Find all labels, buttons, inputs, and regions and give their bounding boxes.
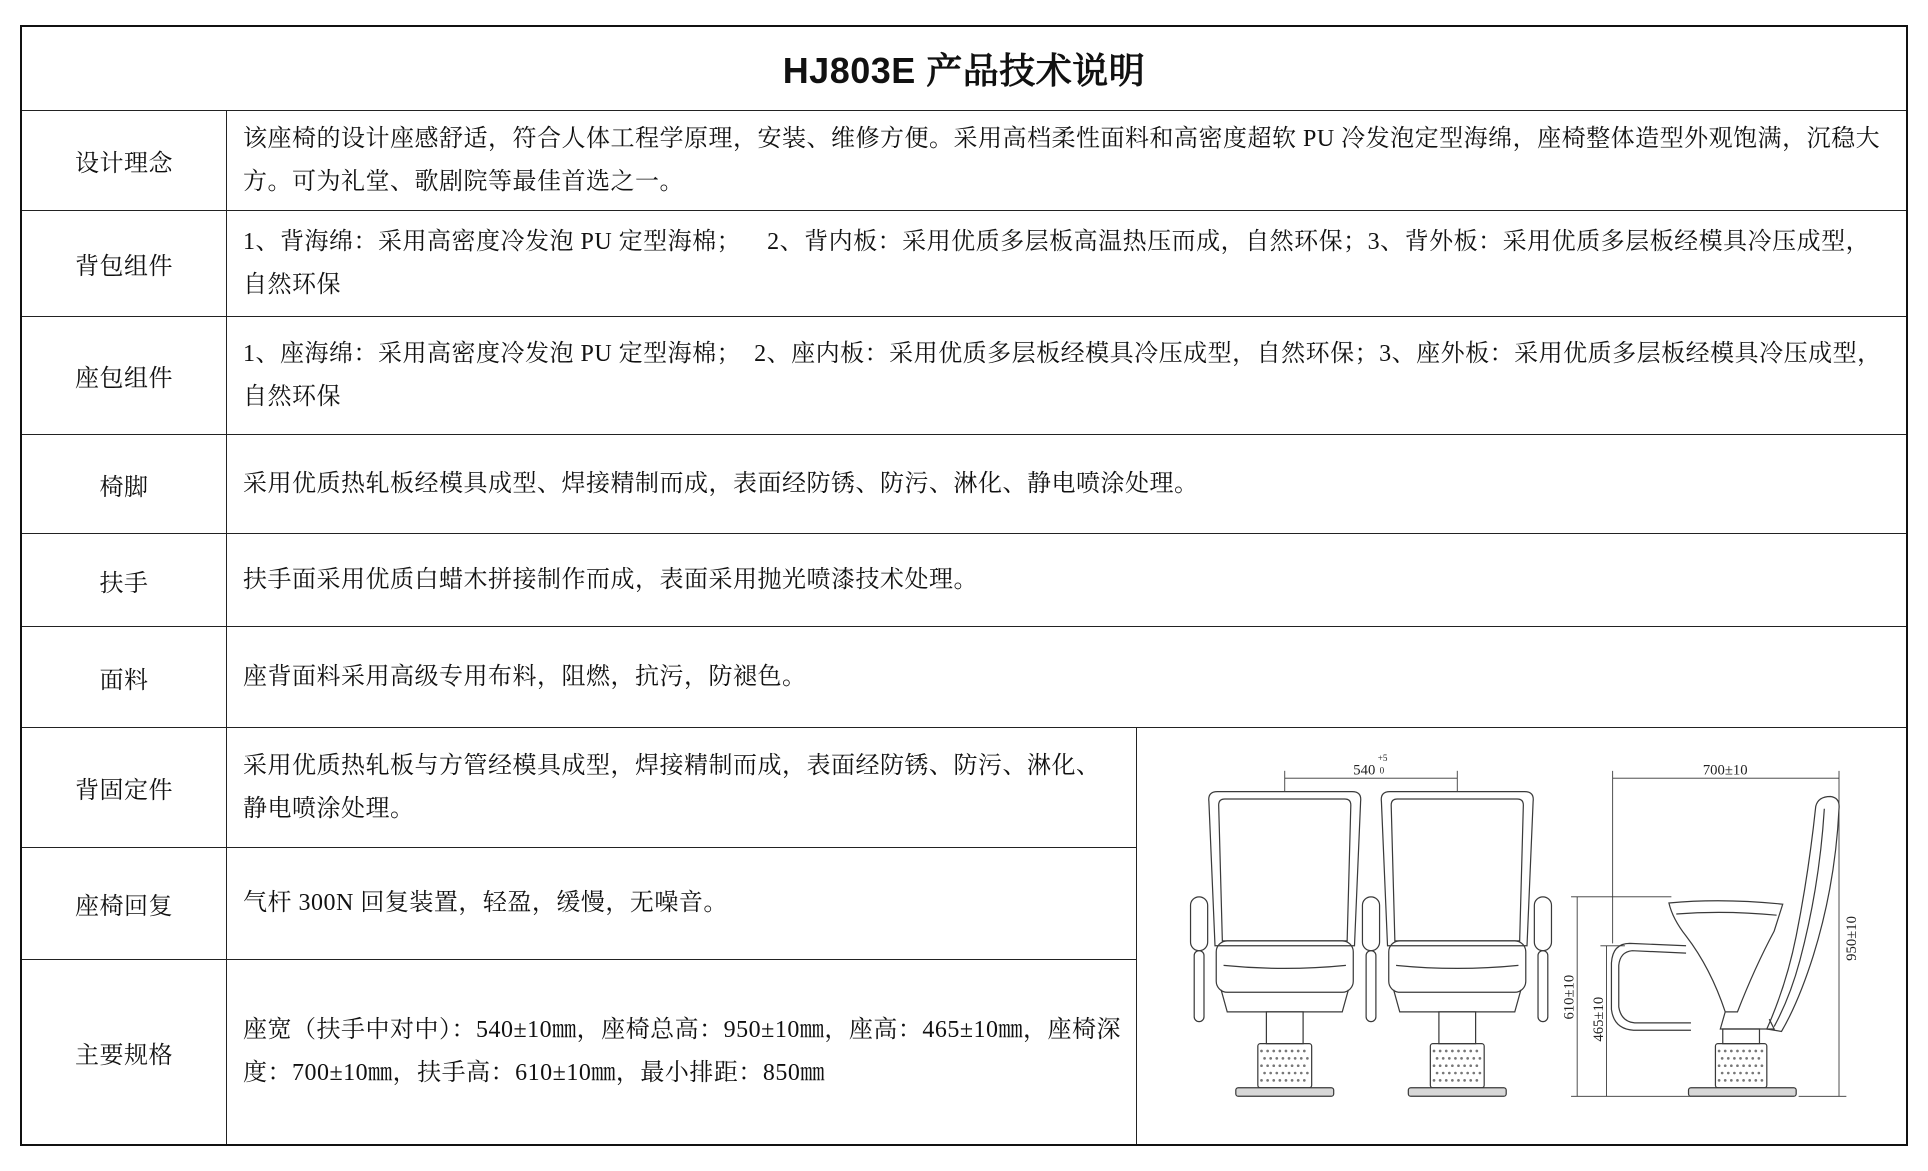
row-label-back-fixture <box>22 728 227 848</box>
width-tolerance-lower: 0 <box>1379 765 1385 776</box>
label-text: 背固定件 <box>75 778 173 804</box>
page-title-text: HJ803E 产品技术说明 <box>782 50 1146 91</box>
foot-plate <box>1408 1088 1506 1097</box>
width-dimension <box>1285 753 1458 792</box>
side-pedestal-stem <box>1723 1029 1760 1044</box>
back-frame <box>1381 792 1533 946</box>
row-text-seat-assembly <box>227 317 1906 435</box>
body-text: 采用优质热轧板与方管经模具成型，焊接精制而成，表面经防锈、防污、淋化、静电喷涂处理。 <box>243 752 1101 822</box>
side-seat-line <box>1676 912 1776 915</box>
row-text-seat-return <box>227 848 1137 960</box>
seat-height-dimension <box>1571 946 1691 1096</box>
front-chair-right <box>1381 792 1533 1097</box>
label-text: 背包组件 <box>75 254 173 280</box>
side-armrest-inner <box>1619 951 1691 1023</box>
side-view-chair <box>1611 797 1839 1097</box>
depth-dimension <box>1613 762 1839 943</box>
depth-dimension-value: 700±10 <box>1702 762 1748 779</box>
label-text: 面料 <box>99 667 149 694</box>
pedestal-stem <box>1266 1012 1303 1044</box>
body-text: 气杆 300N 回复装置，轻盈，缓慢，无噪音。 <box>243 890 728 916</box>
chair-drawing-cell <box>1137 728 1906 1144</box>
label-text: 座包组件 <box>75 366 173 392</box>
body-text: 采用优质热轧板经模具成型、焊接精制而成，表面经防锈、防污、淋化、静电喷涂处理。 <box>243 470 1199 497</box>
pedestal-stem <box>1439 1012 1476 1044</box>
row-label-main-specs <box>22 960 227 1144</box>
row-text-design-concept <box>227 111 1906 211</box>
row-text-back-fixture <box>227 728 1137 848</box>
row-label-back-assembly <box>22 211 227 317</box>
body-text: 座背面料采用高级专用布料，阻燃，抗污，防褪色。 <box>243 663 807 690</box>
width-tolerance-upper: +5 <box>1377 753 1388 764</box>
body-text: 扶手面采用优质白蜡木拼接制作而成，表面采用抛光喷漆技术处理。 <box>243 566 978 593</box>
side-seat <box>1669 901 1783 1012</box>
label-text: 椅脚 <box>99 474 149 501</box>
label-text: 扶手 <box>99 570 149 597</box>
back-frame <box>1209 792 1361 946</box>
back-panel <box>1219 799 1351 941</box>
armrest-height-dimension-value: 610±10 <box>1561 974 1578 1020</box>
armrest-front-left <box>1191 897 1208 1022</box>
row-text-armrest <box>227 534 1906 627</box>
row-label-seat-assembly <box>22 317 227 435</box>
row-text-main-specs <box>227 960 1137 1144</box>
armrest-support <box>1366 951 1376 1022</box>
seat-height-dimension-value: 465±10 <box>1590 996 1607 1042</box>
seat-shell <box>1221 990 1348 1012</box>
body-text: 1、背海绵：采用高密度冷发泡 PU 定型海棉； 2、背内板：采用优质多层板高温热压而成，自然环保；3、背外板：采用优质多层板经模具冷压成型，自然环保 <box>243 228 1871 298</box>
seat-cushion-seam <box>1396 965 1518 968</box>
side-bracket <box>1720 1012 1774 1029</box>
row-text-back-assembly <box>227 211 1906 317</box>
armrest-support <box>1538 951 1548 1022</box>
side-pedestal-base <box>1715 1044 1766 1088</box>
label-text: 设计理念 <box>75 151 173 177</box>
label-text: 主要规格 <box>75 1042 173 1069</box>
armrest-front-right <box>1534 897 1551 1022</box>
row-label-chair-legs <box>22 435 227 534</box>
armrest-front-middle <box>1362 897 1379 1022</box>
armrest-pad <box>1534 897 1551 951</box>
body-text: 1、座海绵：采用高密度冷发泡 PU 定型海棉； 2、座内板：采用优质多层板经模具冷压成型，自然环保；3、座外板：采用优质多层板经模具冷压成型，自然环保 <box>243 340 1882 410</box>
row-text-fabric <box>227 627 1906 728</box>
row-label-seat-return <box>22 848 227 960</box>
armrest-pad <box>1191 897 1208 951</box>
foot-plate <box>1236 1088 1334 1097</box>
side-back <box>1767 797 1839 1032</box>
body-text: 座宽（扶手中对中）：540±10㎜，座椅总高：950±10㎜，座高：465±10㎜，座椅深度：700±10㎜，扶手高：610±10㎜，最小排距：850㎜ <box>243 1017 1122 1086</box>
label-text: 座椅回复 <box>75 894 173 920</box>
armrest-height-dimension <box>1562 897 1672 1096</box>
spec-sheet-table <box>20 25 1908 1146</box>
chair-drawing <box>1137 728 1906 1144</box>
row-label-design-concept <box>22 111 227 211</box>
body-text: 该座椅的设计座感舒适，符合人体工程学原理，安装、维修方便。采用高档柔性面料和高密度超软 PU 冷发泡定型海绵，座椅整体造型外观饱满，沉稳大方。可为礼堂、歌剧院等最佳首选之一。 <box>243 125 1881 195</box>
armrest-pad <box>1362 897 1379 951</box>
page-title <box>22 27 1906 111</box>
front-chair-left <box>1209 792 1361 1097</box>
armrest-support <box>1194 951 1204 1022</box>
row-label-armrest <box>22 534 227 627</box>
total-height-dimension <box>1799 771 1861 1096</box>
seat-cushion-seam <box>1224 965 1346 968</box>
total-height-dimension-value: 950±10 <box>1844 916 1861 961</box>
width-dimension-value: 540 <box>1353 762 1376 779</box>
row-label-fabric <box>22 627 227 728</box>
back-panel <box>1391 799 1523 941</box>
side-foot-plate <box>1689 1088 1797 1097</box>
seat-shell <box>1394 990 1521 1012</box>
row-text-chair-legs <box>227 435 1906 534</box>
